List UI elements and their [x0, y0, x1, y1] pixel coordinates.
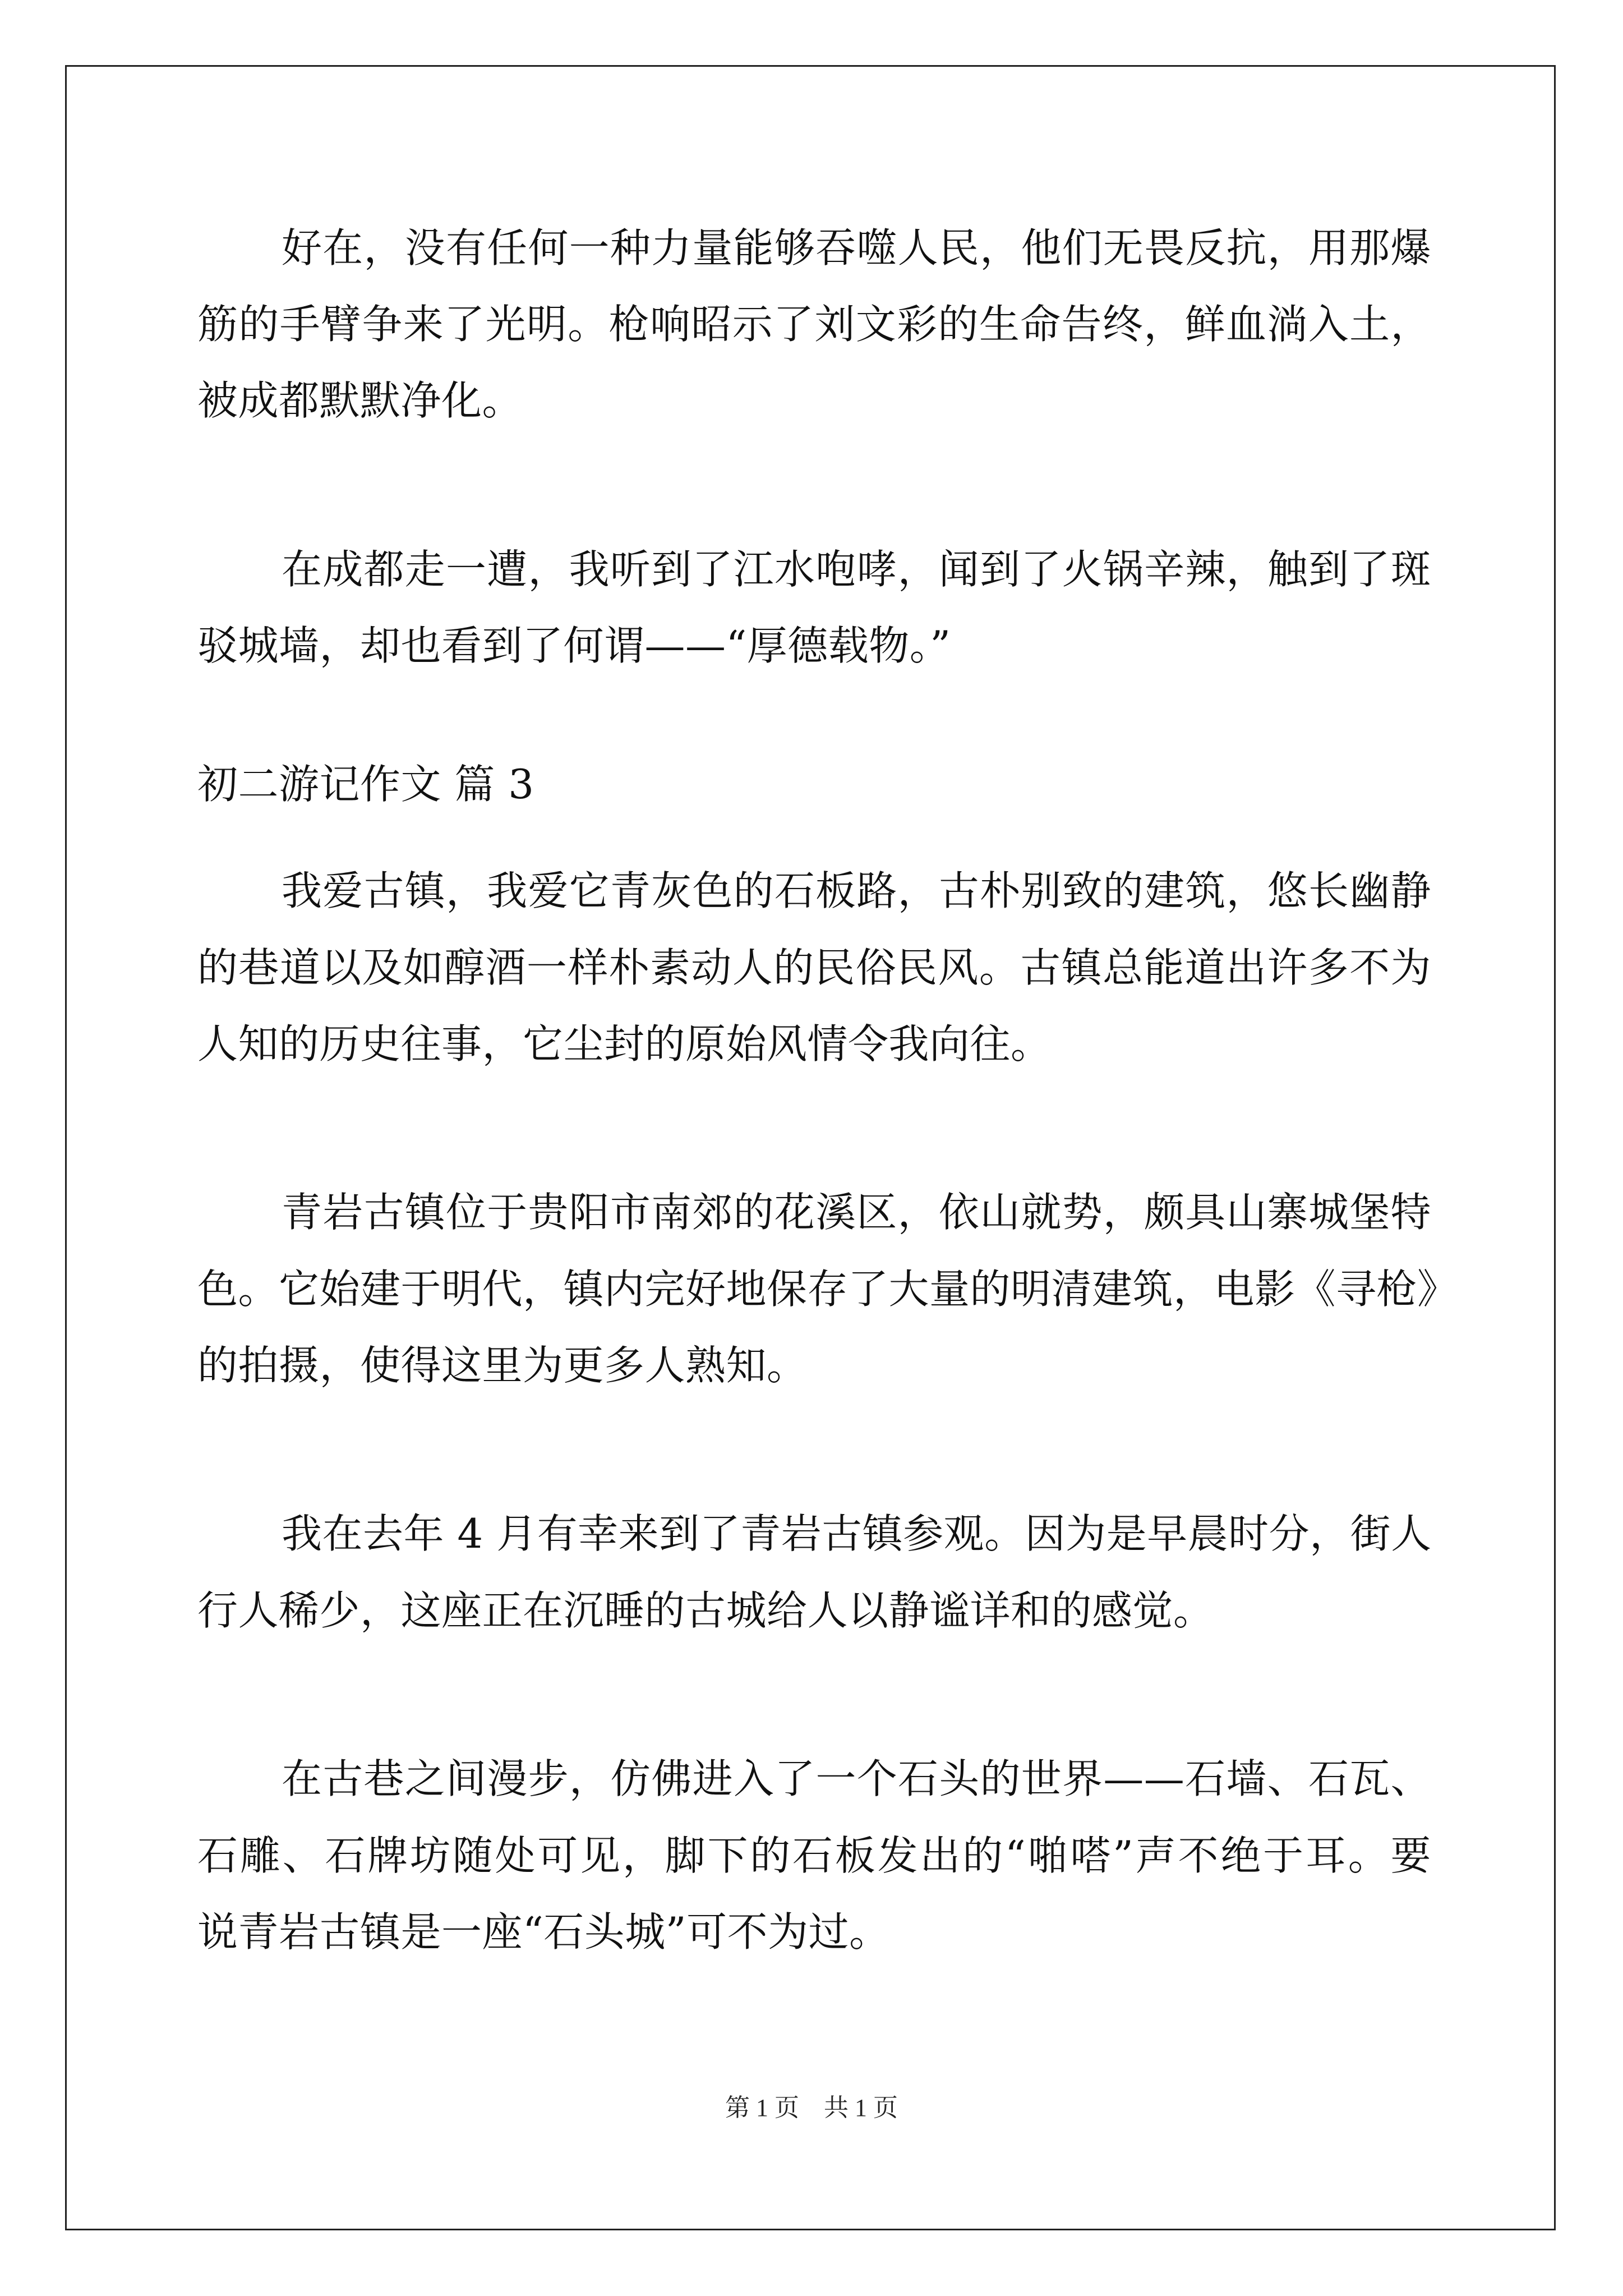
paragraph-line: 的拍摄，使得这里为更多人熟知。 — [197, 1342, 808, 1389]
paragraph-line: 说青岩古镇是一座“石头城”可不为过。 — [197, 1908, 890, 1955]
paragraph-line: 青岩古镇位于贵阳市南郊的花溪区，依山就势，颇具山寨城堡特 — [282, 1189, 1431, 1236]
paragraph-line: 被成都默默净化。 — [197, 377, 523, 424]
paragraph-line: 在古巷之间漫步，仿佛进入了一个石头的世界——石墙、石瓦、 — [282, 1755, 1431, 1802]
paragraph-line: 色。它始建于明代，镇内完好地保存了大量的明清建筑，电影《寻枪》 — [197, 1266, 1458, 1313]
paragraph-line: 我在去年 4 月有幸来到了青岩古镇参观。因为是早晨时分，街人 — [282, 1510, 1432, 1557]
section-heading: 初二游记作文 篇 3 — [197, 761, 534, 808]
paragraph-line: 在成都走一遭，我听到了江水咆哮，闻到了火锅辛辣，触到了斑 — [282, 546, 1431, 593]
paragraph-line: 行人稀少，这座正在沉睡的古城给人以静谧详和的感觉。 — [197, 1587, 1214, 1634]
paragraph-line: 我爱古镇，我爱它青灰色的石板路，古朴别致的建筑，悠长幽静 — [282, 867, 1431, 914]
paragraph-line: 石雕、石牌坊随处可见，脚下的石板发出的“啪嗒”声不绝于耳。要 — [197, 1832, 1431, 1879]
paragraph-line: 筋的手臂争来了光明。枪响昭示了刘文彩的生命告终，鲜血淌入土， — [197, 301, 1431, 348]
paragraph-line: 好在，没有任何一种力量能够吞噬人民，他们无畏反抗，用那爆 — [282, 224, 1431, 272]
paragraph-line: 驳城墙，却也看到了何谓——“厚德载物。” — [197, 622, 951, 669]
paragraph-line: 人知的历史往事，它尘封的原始风情令我向往。 — [197, 1020, 1052, 1068]
paragraph-line: 的巷道以及如醇酒一样朴素动人的民俗民风。古镇总能道出许多不为 — [197, 944, 1431, 991]
page-number-footer: 第 1 页 共 1 页 — [725, 2094, 898, 2122]
